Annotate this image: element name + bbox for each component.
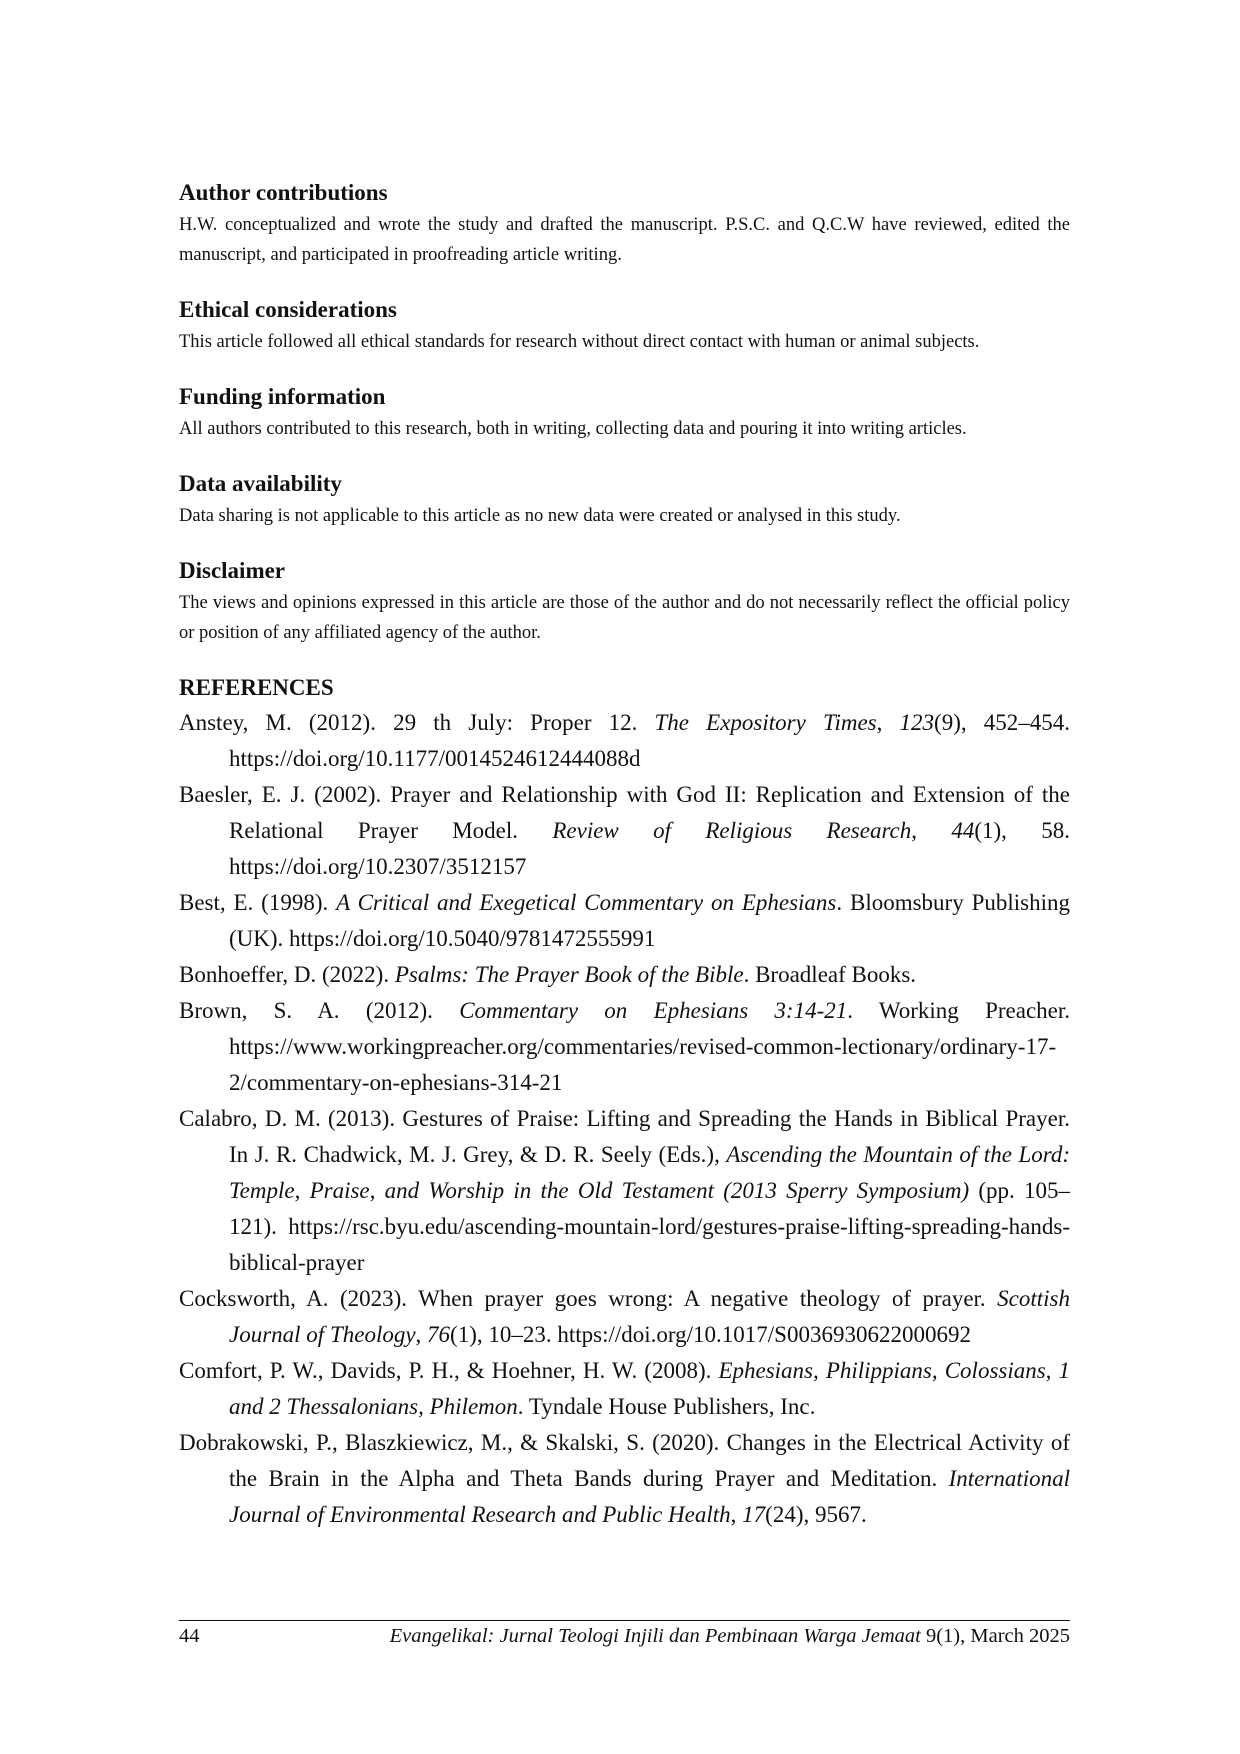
reference-item: Brown, S. A. (2012). Commentary on Ephesians 3:14-21. Working Preacher. https://www.workingpreacher.org/commentaries/revised-common-lectionary/ordinary-17-2/commentary-on-ephesians-314-21 [179,998,1070,1095]
section-heading: Funding information [179,384,386,409]
reference-item: Cocksworth, A. (2023). When prayer goes wrong: A negative theology of prayer. Scottish Journal of Theology, 76(1), 10–23. https://doi.org/10.1017/S0036930622000692 [179,1286,1070,1347]
section-heading: Author contributions [179,180,388,205]
funding-information-section [179,382,1070,444]
page-footer [179,1620,1070,1647]
section-heading: Disclaimer [179,558,286,583]
journal-citation: Evangelikal: Jurnal Teologi Injili dan Pembinaan Warga Jemaat 9(1), March 2025 [389,1625,1070,1647]
reference-item: Anstey, M. (2012). 29 th July: Proper 12. The Expository Times, 123(9), 452–454. https://doi.org/10.1177/0014524612444088d [179,710,1071,771]
section-body: H.W. conceptualized and wrote the study and drafted the manuscript. P.S.C. and Q.C.W have reviewed, edited the manuscript, and participated in proofreading article writing. [179,215,1070,265]
reference-item: Bonhoeffer, D. (2022). Psalms: The Prayer Book of the Bible. Broadleaf Books. [179,962,917,987]
reference-list [179,705,1070,1533]
section-body: Data sharing is not applicable to this article as no new data were created or analysed in this study. [179,506,901,526]
data-availability-section [179,469,1070,531]
author-contributions-section [179,178,1070,270]
section-body: All authors contributed to this research, both in writing, collecting data and pouring it into writing articles. [179,419,967,439]
reference-item: Comfort, P. W., Davids, P. H., & Hoehner, H. W. (2008). Ephesians, Philippians, Colossians, 1 and 2 Thessalonians, Philemon. Tyndale House Publishers, Inc. [179,1358,1071,1419]
section-heading: Ethical considerations [179,297,397,322]
ethical-considerations-section [179,295,1070,357]
section-heading: Data availability [179,471,342,496]
page-number: 44 [179,1625,200,1647]
disclaimer-section [179,556,1070,648]
page-body [179,178,1070,1533]
reference-item: Dobrakowski, P., Blaszkiewicz, M., & Skalski, S. (2020). Changes in the Electrical Activity of the Brain in the Alpha and Theta Bands during Prayer and Meditation. International Journal of Environmental Research and Public Health, 17(24), 9567. [179,1430,1070,1527]
reference-item: Baesler, E. J. (2002). Prayer and Relationship with God II: Replication and Extension of the Relational Prayer Model. Review of Religious Research, 44(1), 58. https://doi.org/10.2307/3512157 [179,782,1071,879]
reference-item: Calabro, D. M. (2013). Gestures of Praise: Lifting and Spreading the Hands in Biblical Prayer. In J. R. Chadwick, M. J. Grey, & D. R. Seely (Eds.), Ascending the Mountain of the Lord: Temple, Praise, and Worship in the Old Testament (2013 Sperry Symposium) (pp. 105–121). https://rsc.byu.edu/ascending-mountain-lord/gestures-praise-lifting-spreading-hands-biblical-prayer [179,1106,1070,1275]
section-body: This article followed all ethical standards for research without direct contact with human or animal subjects. [179,332,980,352]
section-body: The views and opinions expressed in this article are those of the author and do not necessarily reflect the official policy or position of any affiliated agency of the author. [179,593,1070,643]
reference-item: Best, E. (1998). A Critical and Exegetical Commentary on Ephesians. Bloomsbury Publishing (UK). https://doi.org/10.5040/9781472555991 [179,890,1070,951]
references-section [179,673,1070,1533]
references-heading: REFERENCES [179,675,334,700]
